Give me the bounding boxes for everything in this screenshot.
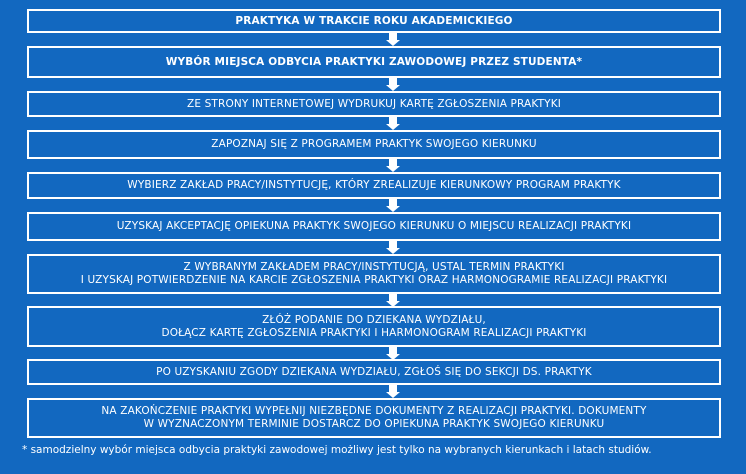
arrow-down-icon: [386, 159, 400, 172]
arrow-down-icon: [386, 117, 400, 130]
arrow-down-icon: [386, 385, 400, 398]
step-3-box: ZE STRONY INTERNETOWEJ WYDRUKUJ KARTĘ ZGŁOSZENIA PRAKTYKI: [27, 91, 721, 117]
step-9-box: PO UZYSKANIU ZGODY DZIEKANA WYDZIAŁU, ZGŁOŚ SIĘ DO SEKCJI DS. PRAKTYK: [27, 359, 721, 385]
arrow-down-icon: [386, 241, 400, 254]
arrow-down-icon: [386, 33, 400, 46]
step-2-box: WYBÓR MIEJSCA ODBYCIA PRAKTYKI ZAWODOWEJ PRZEZ STUDENTA*: [27, 46, 721, 78]
step-5-box: WYBIERZ ZAKŁAD PRACY/INSTYTUCJĘ, KTÓRY ZREALIZUJE KIERUNKOWY PROGRAM PRAKTYK: [27, 172, 721, 199]
step-1-box: PRAKTYKA W TRAKCIE ROKU AKADEMICKIEGO: [27, 9, 721, 33]
arrow-down-icon: [386, 294, 400, 306]
arrow-down-icon: [386, 78, 400, 91]
step-7-box: Z WYBRANYM ZAKŁADEM PRACY/INSTYTUCJĄ, USTAL TERMIN PRAKTYKI I UZYSKAJ POTWIERDZENIE NA KARCIE ZGŁOSZENIA PRAKTYKI ORAZ HARMONOGRAMIE REALIZACJI PRAKTYKI: [27, 254, 721, 294]
step-4-box: ZAPOZNAJ SIĘ Z PROGRAMEM PRAKTYK SWOJEGO KIERUNKU: [27, 130, 721, 159]
footnote: * samodzielny wybór miejsca odbycia praktyki zawodowej możliwy jest tylko na wybranych kierunkach i latach studiów.: [22, 444, 652, 456]
step-8-box: ZŁÓŻ PODANIE DO DZIEKANA WYDZIAŁU, DOŁĄCZ KARTĘ ZGŁOSZENIA PRAKTYKI I HARMONOGRAM REALIZACJI PRAKTYKI: [27, 306, 721, 347]
step-6-box: UZYSKAJ AKCEPTACJĘ OPIEKUNA PRAKTYK SWOJEGO KIERUNKU O MIEJSCU REALIZACJI PRAKTYKI: [27, 212, 721, 241]
arrow-down-icon: [386, 347, 400, 359]
step-10-box: NA ZAKOŃCZENIE PRAKTYKI WYPEŁNIJ NIEZBĘDNE DOKUMENTY Z REALIZACJI PRAKTYKI. DOKUMENTY W WYZNACZONYM TERMINIE DOSTARCZ DO OPIEKUNA PRAKTYK SWOJEGO KIERUNKU: [27, 398, 721, 438]
arrow-down-icon: [386, 199, 400, 212]
